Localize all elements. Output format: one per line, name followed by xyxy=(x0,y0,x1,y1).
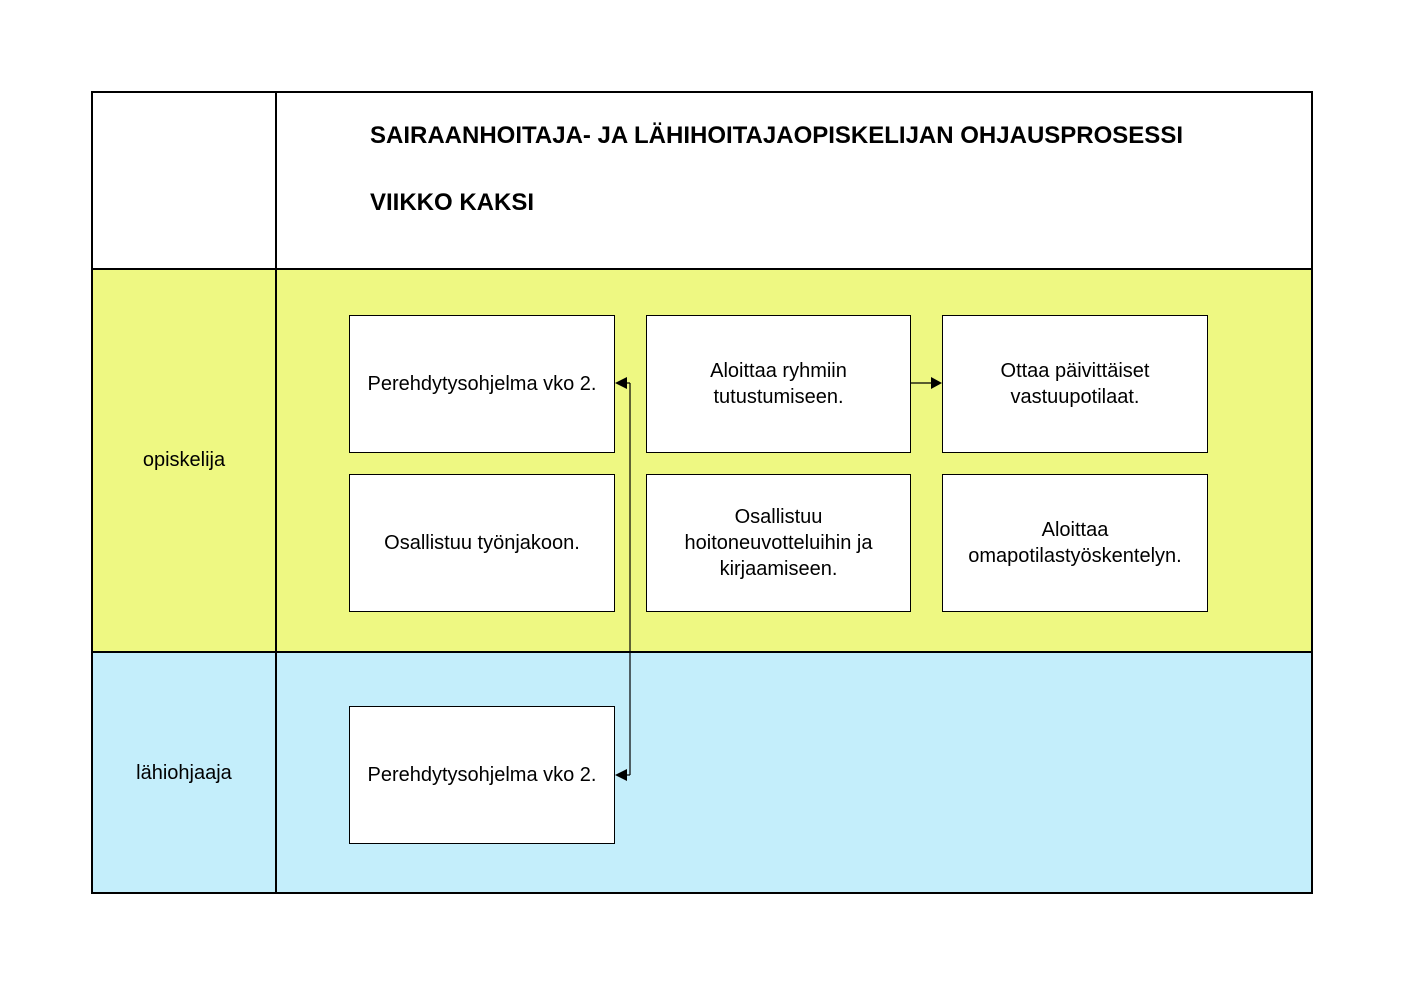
lane-label-lahiohjaaja: lähiohjaaja xyxy=(136,762,232,784)
process-box-ryhmiin-tutustuminen: Aloittaa ryhmiin tutustumiseen. xyxy=(646,315,911,453)
diagram-title: SAIRAANHOITAJA- JA LÄHIHOITAJAOPISKELIJAN OHJAUSPROSESSI xyxy=(370,122,1183,149)
process-box-vastuupotilaat: Ottaa päivittäiset vastuupotilaat. xyxy=(942,315,1208,453)
header-title-cell xyxy=(275,91,1313,270)
lane-label-opiskelija: opiskelija xyxy=(142,449,226,471)
diagram-subtitle: VIIKKO KAKSI xyxy=(370,189,535,216)
process-box-hoitoneuvottelut: Osallistuu hoitoneuvotteluihin ja kirjaamiseen. xyxy=(646,474,911,612)
process-box-perehdytysohjelma-lahiohjaaja: Perehdytysohjelma vko 2. xyxy=(349,706,615,844)
process-box-perehdytysohjelma-opiskelija: Perehdytysohjelma vko 2. xyxy=(349,315,615,453)
header-corner-cell xyxy=(91,91,277,270)
process-box-tyonjako: Osallistuu työnjakoon. xyxy=(349,474,615,612)
process-box-omapotilastyoskentely: Aloittaa omapotilastyöskentelyn. xyxy=(942,474,1208,612)
